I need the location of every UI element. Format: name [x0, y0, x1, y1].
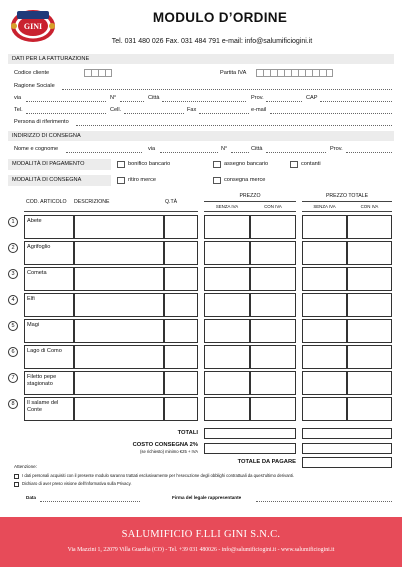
vat-number-label: Partita IVA — [220, 70, 247, 76]
totals-total-cell[interactable] — [302, 428, 392, 439]
row-number: 5 — [8, 321, 18, 331]
total-no-vat-cell[interactable] — [302, 345, 347, 369]
contact-person-label: Persona di riferimento — [14, 119, 69, 125]
description-cell[interactable] — [74, 319, 164, 343]
row-number: 2 — [8, 243, 18, 253]
code-cell[interactable]: Il salame del Conte — [24, 397, 74, 421]
price-with-vat-header: CON IVA — [264, 204, 282, 209]
code-cell[interactable]: Abete — [24, 215, 74, 239]
price-with-vat-cell[interactable] — [250, 397, 296, 421]
qty-cell[interactable] — [164, 319, 198, 343]
phone-field[interactable] — [26, 113, 106, 114]
total-no-vat-cell[interactable] — [302, 319, 347, 343]
shipping-pickup-checkbox[interactable] — [117, 177, 125, 184]
mobile-label: Cell. — [110, 107, 122, 113]
billing-province-field[interactable] — [266, 101, 302, 102]
total-no-vat-cell[interactable] — [302, 241, 347, 265]
contact-person-field[interactable] — [76, 125, 392, 126]
fax-field[interactable] — [199, 113, 249, 114]
total-with-vat-cell[interactable] — [347, 345, 392, 369]
total-no-vat-cell[interactable] — [302, 397, 347, 421]
total-with-vat-cell[interactable] — [347, 371, 392, 395]
totals-price-cell[interactable] — [204, 428, 296, 439]
shipping-delivery-label: consegna merce — [224, 177, 266, 183]
date-field[interactable] — [40, 501, 140, 502]
total-no-vat-header: SENZA IVA — [313, 204, 336, 209]
company-logo — [8, 5, 58, 45]
total-no-vat-cell[interactable] — [302, 215, 347, 239]
email-field[interactable] — [270, 113, 392, 114]
privacy-processing-text: I dati personali acquisiti con il presente modulo saranno trattati esclusivamente per l’esecuzione degli obblighi contrattuali da quest’ultimo derivanti. — [22, 473, 295, 478]
customer-code-label: Codice cliente — [14, 70, 50, 76]
date-label: Data — [26, 495, 36, 500]
qty-cell[interactable] — [164, 293, 198, 317]
price-no-vat-cell[interactable] — [204, 267, 250, 291]
qty-cell[interactable] — [164, 397, 198, 421]
total-price-group-rule — [302, 201, 392, 202]
signature-field[interactable] — [256, 501, 392, 502]
price-with-vat-cell[interactable] — [250, 293, 296, 317]
row-number: 7 — [8, 373, 18, 383]
price-with-vat-cell[interactable] — [250, 319, 296, 343]
qty-cell[interactable] — [164, 215, 198, 239]
delivery-city-field[interactable] — [266, 152, 326, 153]
email-label: e-mail — [251, 107, 267, 113]
price-with-vat-cell[interactable] — [250, 241, 296, 265]
contact-info: Tel. 031 480 026 Fax. 031 484 791 e-mail: info@salumificiogini.it — [111, 38, 313, 45]
code-cell[interactable]: Elfi — [24, 293, 74, 317]
delivery-street-no-label: N° — [221, 146, 228, 152]
payment-bank-transfer-checkbox[interactable] — [117, 161, 125, 168]
mobile-field[interactable] — [124, 113, 184, 114]
price-no-vat-cell[interactable] — [204, 397, 250, 421]
delivery-cost-label: COSTO CONSEGNA 2% — [132, 442, 198, 448]
price-no-vat-cell[interactable] — [204, 371, 250, 395]
total-no-vat-cell[interactable] — [302, 371, 347, 395]
grand-total-label: TOTALE DA PAGARE — [237, 459, 296, 465]
column-qty-header: Q.TÀ — [165, 199, 178, 205]
column-code-header: COD. ARTICOLO — [26, 199, 67, 205]
delivery-street-no-field[interactable] — [231, 152, 249, 153]
payment-method-label: MODALITÀ DI PAGAMENTO — [8, 159, 111, 170]
delivery-city-label: Città — [251, 146, 263, 152]
billing-street-label: via — [14, 95, 22, 101]
billing-province-label: Prov. — [251, 95, 264, 101]
total-with-vat-cell[interactable] — [347, 293, 392, 317]
total-price-group-header: PREZZO TOTALE — [325, 193, 369, 199]
price-with-vat-cell[interactable] — [250, 345, 296, 369]
qty-cell[interactable] — [164, 241, 198, 265]
code-cell[interactable]: Magi — [24, 319, 74, 343]
total-with-vat-cell[interactable] — [347, 319, 392, 343]
total-header-rule — [302, 211, 392, 212]
qty-cell[interactable] — [164, 345, 198, 369]
company-name-label: Ragione Sociale — [14, 83, 55, 89]
payment-cash-label: contanti — [301, 161, 321, 167]
price-no-vat-cell[interactable] — [204, 319, 250, 343]
price-header-rule — [204, 211, 296, 212]
price-no-vat-cell[interactable] — [204, 241, 250, 265]
row-number: 3 — [8, 269, 18, 279]
billing-section-header: DATI PER LA FATTURAZIONE — [8, 54, 394, 64]
delivery-street-label: via — [148, 146, 156, 152]
delivery-section-header: INDIRIZZO DI CONSEGNA — [8, 131, 394, 141]
total-no-vat-cell[interactable] — [302, 267, 347, 291]
price-no-vat-cell[interactable] — [204, 293, 250, 317]
company-name-field[interactable] — [62, 89, 392, 90]
billing-postcode-field[interactable] — [320, 101, 392, 102]
payment-cheque-label: assegno bancario — [224, 161, 269, 167]
total-with-vat-cell[interactable] — [347, 267, 392, 291]
privacy-statement-checkbox[interactable] — [14, 482, 19, 487]
price-with-vat-cell[interactable] — [250, 371, 296, 395]
qty-cell[interactable] — [164, 267, 198, 291]
header-rule-left — [24, 211, 198, 212]
total-with-vat-cell[interactable] — [347, 241, 392, 265]
fax-label: Fax — [187, 107, 197, 113]
billing-city-field[interactable] — [162, 101, 246, 102]
footer-company-name: SALUMIFICIO F.LLI GINI S.N.C. — [121, 529, 281, 540]
billing-street-no-field[interactable] — [120, 101, 144, 102]
description-cell[interactable] — [74, 241, 164, 265]
delivery-street-field[interactable] — [160, 152, 218, 153]
row-number: 6 — [8, 347, 18, 357]
signature-label: Firma del legale rappresentante — [172, 495, 242, 500]
notice-title: Attenzione: — [14, 464, 37, 469]
description-cell[interactable] — [74, 293, 164, 317]
delivery-name-field[interactable] — [66, 152, 142, 153]
shipping-pickup-label: ritiro merce — [128, 177, 156, 183]
description-cell[interactable] — [74, 397, 164, 421]
svg-text:GINI: GINI — [23, 22, 43, 31]
column-description-header: DESCRIZIONE — [74, 199, 110, 205]
description-cell[interactable] — [74, 267, 164, 291]
billing-city-label: Città — [148, 95, 160, 101]
code-cell[interactable]: Lago di Como — [24, 345, 74, 369]
price-with-vat-cell[interactable] — [250, 215, 296, 239]
code-cell[interactable]: Cometa — [24, 267, 74, 291]
grand-total-cell[interactable] — [302, 457, 392, 468]
price-with-vat-cell[interactable] — [250, 267, 296, 291]
customer-code-field[interactable] — [84, 69, 112, 77]
billing-street-field[interactable] — [26, 101, 106, 102]
totals-label: TOTALI — [177, 430, 198, 436]
price-no-vat-header: SENZA IVA — [215, 204, 239, 209]
price-no-vat-cell[interactable] — [204, 215, 250, 239]
description-cell[interactable] — [74, 371, 164, 395]
payment-cheque-checkbox[interactable] — [213, 161, 221, 168]
price-no-vat-cell[interactable] — [204, 345, 250, 369]
row-number: 4 — [8, 295, 18, 305]
price-group-rule — [204, 201, 296, 202]
shipping-method-label: MODALITÀ DI CONSEGNA — [8, 175, 111, 186]
vat-number-field[interactable] — [256, 69, 333, 77]
delivery-cost-total-cell[interactable] — [302, 443, 392, 454]
privacy-processing-checkbox[interactable] — [14, 474, 19, 479]
privacy-statement-text: Dichiaro di aver preso visione dell’informativa sulla Privacy. — [22, 481, 132, 486]
code-cell[interactable]: Filetto pepe stagionato — [24, 371, 74, 395]
footer-address: Via Mazzini 1, 22079 Villa Guardia (CO) - Tel. +39 031 480026 - info@salumificiogini.it - www.salumificiogini.it — [67, 547, 335, 553]
delivery-cost-note: (se richiesto) minimo €25 + IVA — [140, 449, 198, 454]
page-title: MODULO D’ORDINE — [152, 10, 288, 25]
total-no-vat-cell[interactable] — [302, 293, 347, 317]
total-with-vat-header: CON IVA — [360, 204, 379, 209]
phone-label: Tel. — [14, 107, 23, 113]
payment-cash-checkbox[interactable] — [290, 161, 298, 168]
qty-cell[interactable] — [164, 371, 198, 395]
delivery-name-label: Nome e cognome — [14, 146, 59, 152]
delivery-province-label: Prov. — [330, 146, 343, 152]
description-cell[interactable] — [74, 345, 164, 369]
footer-band — [0, 517, 402, 567]
row-number: 8 — [8, 399, 18, 409]
total-with-vat-cell[interactable] — [347, 397, 392, 421]
price-group-header: PREZZO — [239, 193, 261, 199]
shipping-delivery-checkbox[interactable] — [213, 177, 221, 184]
description-cell[interactable] — [74, 215, 164, 239]
billing-postcode-label: CAP — [306, 95, 318, 101]
code-cell[interactable]: Agrifoglio — [24, 241, 74, 265]
delivery-cost-price-cell[interactable] — [204, 443, 296, 454]
row-number: 1 — [8, 217, 18, 227]
payment-bank-transfer-label: bonifico bancario — [128, 161, 171, 167]
delivery-province-field[interactable] — [346, 152, 392, 153]
total-with-vat-cell[interactable] — [347, 215, 392, 239]
billing-street-no-label: N° — [110, 95, 117, 101]
